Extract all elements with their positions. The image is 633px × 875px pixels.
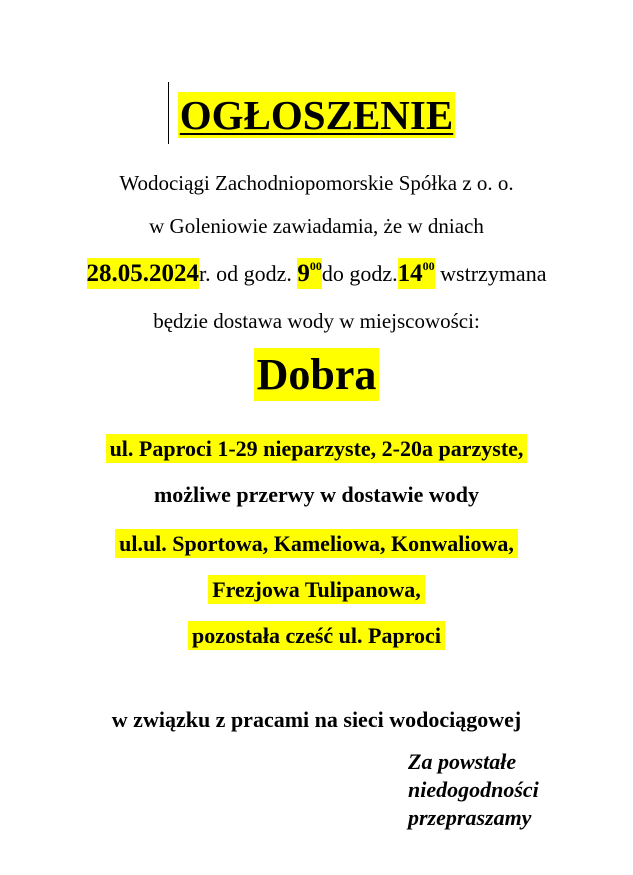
end-time: [398, 258, 435, 289]
time-separator: do godz.: [321, 261, 398, 286]
end-minutes: 00: [422, 259, 435, 273]
streets-line-3: [0, 527, 633, 561]
start-minutes: 00: [309, 259, 322, 273]
date-time-line: [0, 256, 633, 292]
end-hour: 14: [397, 260, 423, 287]
streets-line-4: [0, 573, 633, 607]
streets-line-5: [0, 619, 633, 653]
start-time: [297, 258, 322, 289]
announcement-title-text: OGŁOSZENIE: [179, 92, 454, 138]
streets-line-2: możliwe przerwy w dostawie wody: [153, 482, 480, 507]
apology-line-2: niedogodności: [408, 777, 539, 802]
streets-line-5-text: pozostała cześć ul. Paproci: [188, 621, 445, 650]
apology-line-3: przepraszamy: [408, 805, 532, 830]
streets-line-4-text: Frezjowa Tulipanowa,: [208, 575, 425, 604]
date-suffix: r. od godz.: [199, 261, 298, 286]
intro-line-notice: w Goleniowie zawiadamia, że w dniach: [149, 214, 484, 238]
intro-line-location: będzie dostawa wody w miejscowości:: [153, 309, 480, 333]
apology-block: [408, 748, 539, 832]
streets-line-3-text: ul.ul. Sportowa, Kameliowa, Konwaliowa,: [115, 529, 518, 558]
intro-line-company: Wodociągi Zachodniopomorskie Spółka z o. o.: [119, 171, 514, 195]
apology-line-1: Za powstałe: [408, 749, 517, 774]
streets-line-1: [0, 432, 633, 466]
outage-date: 28.05.2024: [86, 260, 200, 287]
streets-line-1-text: ul. Paproci 1-29 nieparzyste, 2-20a parzyste,: [106, 434, 528, 463]
announcement-title: [0, 88, 633, 142]
date-line-ending: wstrzymana: [434, 261, 547, 286]
reason-text: w związku z pracami na sieci wodociągowej: [111, 707, 522, 732]
start-hour: 9: [297, 260, 310, 287]
town-name: [0, 344, 633, 406]
town-name-text: Dobra: [254, 348, 380, 401]
